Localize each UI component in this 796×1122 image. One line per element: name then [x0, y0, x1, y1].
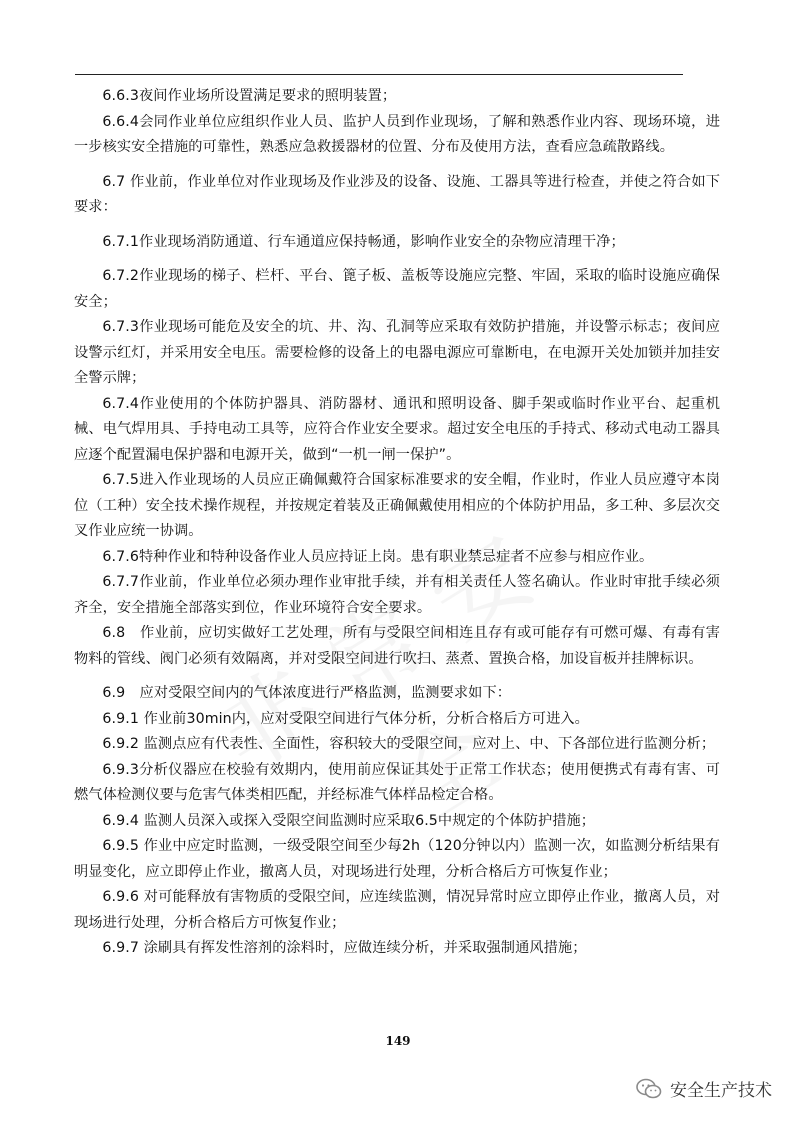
paragraph-6-9-4: 6.9.4 监测人员深入或探入受限空间监测时应采取6.5中规定的个体防护措施； [102, 812, 596, 829]
paragraph-6-9-7: 6.9.7 涂刷具有挥发性溶剂的涂料时，应做连续分析，并采取强制通风措施； [102, 940, 587, 956]
paragraph-6-7-7: 6.7.7作业前，作业单位必须办理作业审批手续，并有相关责任人签名确认。作业时审批手续必须齐全，安全措施全部落实到位，作业环境符合安全要求。 [74, 574, 720, 616]
paragraph-6-7-3: 6.7.3作业现场可能危及安全的坑、井、沟、孔洞等应采取有效防护措施，并设警示标志；夜间应设警示红灯，并采用安全电压。需要检修的设备上的电器电源应可靠断电，在电源开关处加锁并加挂安全警示牌； [74, 319, 720, 386]
paragraph-6-9-3: 6.9.3分析仪器应在校验有效期内，使用前应保证其处于正常工作状态；使用便携式有毒有害、可燃气体检测仪要与危害气体类相匹配，并经标准气体样品检定合格。 [74, 761, 720, 803]
header-rule [75, 74, 683, 75]
brand-watermark [636, 1076, 772, 1101]
brand-name: 安全生产技术 [670, 1081, 772, 1101]
paragraph-6-9-6: 6.9.6 对可能释放有害物质的受限空间，应连续监测，情况异常时应立即停止作业，撤离人员，对现场进行处理，分析合格后方可恢复作业； [74, 889, 720, 931]
paragraph-6-9-5: 6.9.5 作业中应定时监测，一级受限空间至少每2h（120分钟以内）监测一次，如监测分析结果有明显变化，应立即停止作业，撤离人员，对现场进行处理，分析合格后方可恢复作业； [74, 838, 720, 880]
paragraph-6-6-4: 6.6.4会同作业单位应组织作业人员、监护人员到作业现场，了解和熟悉作业内容、现场环境，进一步核实安全措施的可靠性，熟悉应急救援器材的位置、分布及使用方法，查看应急疏散路线。 [74, 113, 720, 155]
paragraph-6-9: 6.9 应对受限空间内的气体浓度进行严格监测，监测要求如下： [102, 685, 512, 701]
page-number: 149 [385, 1034, 411, 1048]
paragraph-6-7: 6.7 作业前，作业单位对作业现场及作业涉及的设备、设施、工器具等进行检查，并使之符合如下要求： [74, 173, 720, 215]
paragraph-6-6-3: 6.6.3夜间作业场所设置满足要求的照明装置； [102, 88, 397, 104]
paragraph-6-7-6: 6.7.6特种作业和特种设备作业人员应持证上岗。患有职业禁忌症者不应参与相应作业。 [102, 548, 654, 565]
wechat-icon [636, 1078, 662, 1100]
paragraph-6-7-2: 6.7.2作业现场的梯子、栏杆、平台、篦子板、盖板等设施应完整、牢固，采取的临时设施应确保安全； [74, 268, 720, 310]
document-body [74, 84, 720, 962]
paragraph-6-9-2: 6.9.2 监测点应有代表性、全面性，容积较大的受限空间，应对上、中、下各部位进行监测分析； [102, 736, 716, 752]
paragraph-6-8: 6.8 作业前，应切实做好工艺处理，所有与受限空间相连且存有或可能存有可燃可爆、有毒有害物料的管线、阀门必须有效隔离，并对受限空间进行吹扫、蒸煮、置换合格，加设盲板并挂牌标识。 [74, 625, 720, 667]
paragraph-6-7-1: 6.7.1作业现场消防通道、行车通道应保持畅通，影响作业安全的杂物应清理干净； [102, 233, 625, 250]
paragraph-6-7-4: 6.7.4作业使用的个体防护器具、消防器材、通讯和照明设备、脚手架或临时作业平台、起重机械、电气焊用具、手持电动工具等，应符合作业安全要求。超过安全电压的手持式、移动式电动工器具应逐个配置漏电保护器和电源开关，做到“一机一闸一保护”。 [74, 395, 720, 463]
paragraph-6-9-1: 6.9.1 作业前30min内，应对受限空间进行气体分析，分析合格后方可进入。 [102, 710, 589, 727]
paragraph-6-7-5: 6.7.5进入作业现场的人员应正确佩戴符合国家标准要求的安全帽，作业时，作业人员应遵守本岗位（工种）安全技术操作规程，并按规定着装及正确佩戴使用相应的个体防护用品，多工种、多层次交叉作业应统一协调。 [74, 472, 720, 539]
